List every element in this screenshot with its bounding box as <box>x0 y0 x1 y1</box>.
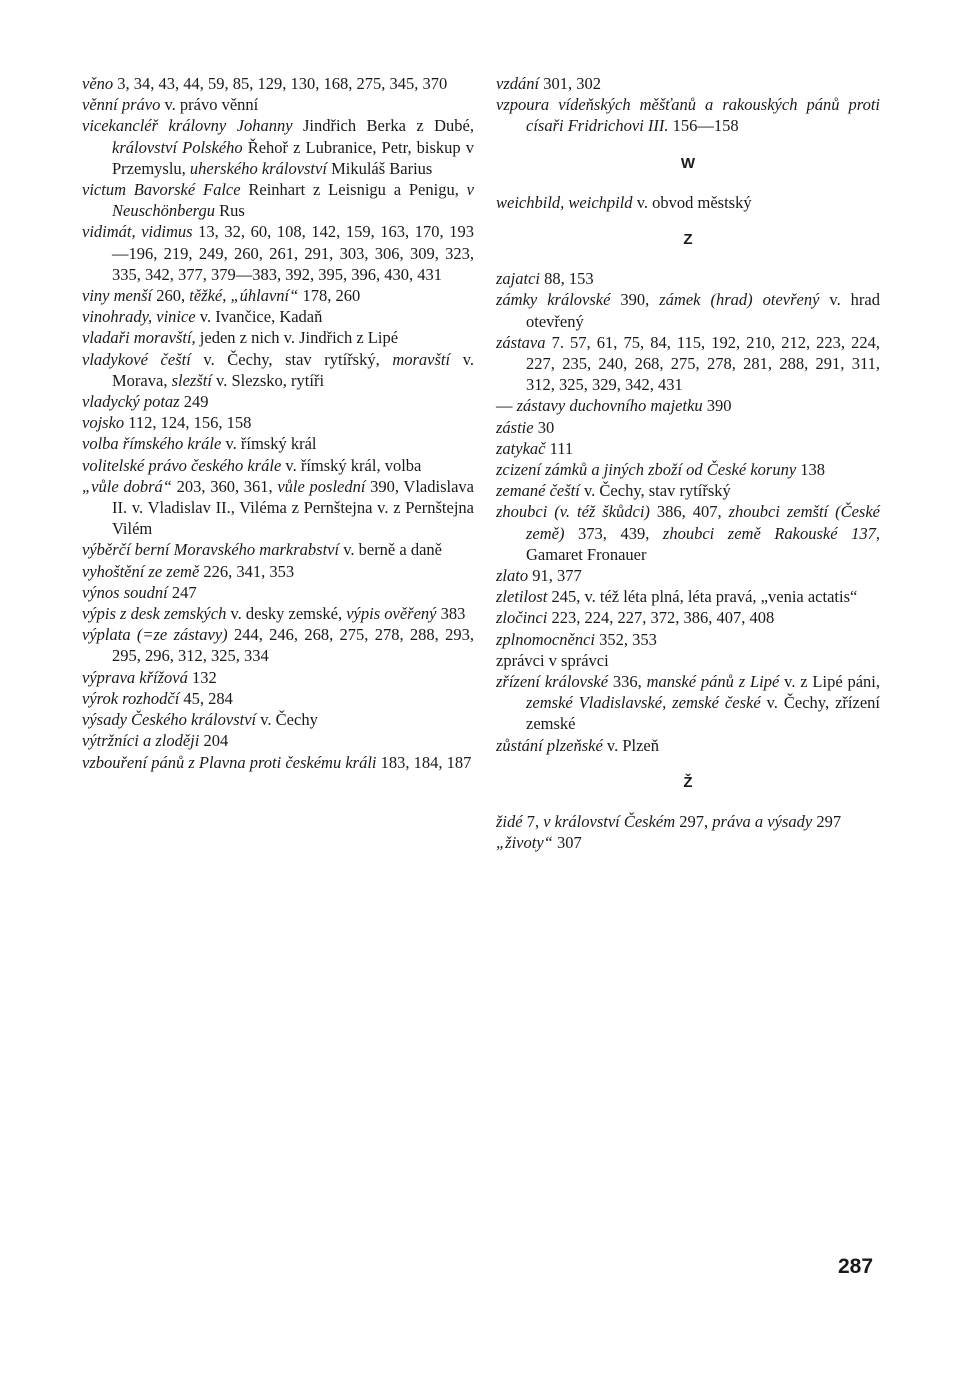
entry-text: 178, 260 <box>298 286 361 306</box>
entry-text: — <box>496 396 517 416</box>
entry-term: zřízení královské <box>496 672 609 692</box>
entry-term: věno <box>82 74 114 93</box>
entry-term: zůstání plzeňské <box>496 735 603 755</box>
index-entry <box>82 94 474 115</box>
entry-text: 204 <box>199 731 229 751</box>
entry-term: těžké, „úhlavní“ <box>189 286 299 306</box>
entry-term: zástava <box>496 332 546 352</box>
index-entry <box>496 395 880 416</box>
index-entry <box>496 459 880 480</box>
index-entry <box>496 671 880 735</box>
index-entry <box>496 332 880 396</box>
entry-term: weichbild, weichpild <box>496 192 633 212</box>
entry-term: výrok rozhodčí <box>82 688 180 708</box>
entry-text: 390, Vladislava II. v. Vladislav II., Viléma z Pernštejna v. z Pernštejna Vilém <box>112 476 474 539</box>
entry-text: 3, 34, 43, 44, 59, 85, 129, 130, 168, 275, 345, 370 <box>113 74 448 93</box>
entry-term: vzdání <box>496 74 540 93</box>
entry-term: vojsko <box>82 413 125 433</box>
entry-term: slezští <box>171 370 212 390</box>
entry-term: „vůle dobrá“ <box>82 476 172 496</box>
section-letter: Ž <box>683 773 693 791</box>
entry-text: 7, <box>522 812 544 832</box>
index-entry <box>496 565 880 586</box>
entry-text: 226, 341, 353 <box>199 561 295 581</box>
index-entry <box>82 561 474 582</box>
index-column-right <box>496 73 880 854</box>
entry-text: 111 <box>545 438 574 458</box>
entry-term: zplnomocněnci <box>496 629 595 649</box>
entry-text: 336, <box>608 672 647 692</box>
entry-text: 352, 353 <box>594 629 657 649</box>
entry-text: 386, 407, <box>649 502 729 522</box>
entry-text: v. z Lipé páni, <box>779 672 881 692</box>
index-entry <box>496 735 880 756</box>
entry-text: Gamaret Fronauer <box>526 544 647 564</box>
entry-text: 183, 184, 187 <box>376 752 472 772</box>
entry-term: zločinci <box>496 608 548 628</box>
entry-text: 91, 377 <box>528 566 582 586</box>
index-entry <box>496 832 880 853</box>
entry-term: království Polského <box>112 137 243 157</box>
entry-term: zhoubci země Rakouské 137, <box>662 523 880 543</box>
entry-term: volba římského krále <box>82 434 222 454</box>
entry-term: zámky královské <box>496 290 611 310</box>
entry-text: Jindřich Berka z Dubé, <box>292 116 475 136</box>
entry-text: 260, <box>152 286 190 306</box>
index-entry <box>82 179 474 221</box>
entry-term: vůle poslední <box>277 476 366 496</box>
entry-term: manské pánů z Lipé <box>646 672 780 692</box>
index-entry <box>82 285 474 306</box>
entry-text: v. římský král, volba <box>281 455 422 475</box>
entry-term: moravští <box>392 349 451 369</box>
index-entry <box>496 192 880 213</box>
entry-text: v. Ivančice, Kadaň <box>195 307 323 327</box>
entry-text: 7. 57, 61, 75, 84, 115, 192, 210, 212, 223, 224, 227, 235, 240, 268, 275, 278, 281, 288, 291, 311, 312, 325, 329, 342, 431 <box>526 332 880 395</box>
index-column-left <box>82 73 474 773</box>
entry-text: 383 <box>436 604 466 624</box>
entry-text: 30 <box>533 417 555 437</box>
entry-text: 307 <box>552 833 582 853</box>
index-entry <box>496 438 880 459</box>
entry-term: výprava křížová <box>82 667 188 687</box>
entry-text: 249 <box>179 392 209 412</box>
entry-term: vladaři moravští, <box>82 328 196 348</box>
page-number: 287 <box>838 1255 874 1278</box>
entry-text: v. obvod městský <box>632 192 752 212</box>
entry-term: věnní právo <box>82 95 161 115</box>
entry-term: práva a výsady <box>712 812 813 832</box>
index-entry <box>82 73 474 94</box>
entry-text: 390 <box>702 396 732 416</box>
index-entry <box>496 480 880 501</box>
entry-term: zcizení zámků a jiných zboží od České koruny <box>496 460 797 480</box>
entry-text: 88, 153 <box>540 269 594 289</box>
index-entry <box>82 327 474 348</box>
entry-text: 156—158 <box>668 116 739 136</box>
entry-text: v. římský král <box>221 434 317 454</box>
index-entry <box>496 94 880 136</box>
index-entry <box>496 268 880 289</box>
entry-term: vidimát, vidimus <box>82 222 193 242</box>
entry-text: 373, 439, <box>564 523 663 543</box>
entry-term: zlato <box>496 566 529 586</box>
entry-term: zemané čeští <box>496 481 580 501</box>
entry-term: výnos soudní <box>82 582 168 602</box>
index-entry <box>82 539 474 560</box>
entry-text: 245, v. též léta plná, léta pravá, „venia actatis“ <box>547 587 858 607</box>
index-entry <box>82 115 474 179</box>
entry-term: zástie <box>496 417 534 437</box>
index-entry <box>82 624 474 666</box>
index-entry <box>82 476 474 540</box>
index-entry <box>496 811 880 832</box>
index-entry <box>496 586 880 607</box>
index-entry <box>82 667 474 688</box>
entry-term: vinohrady, vinice <box>82 307 196 327</box>
entry-text: v. berně a daně <box>339 540 442 560</box>
index-entry <box>496 501 880 565</box>
index-entry <box>82 306 474 327</box>
entry-term: vicekancléř královny Johanny <box>82 116 293 136</box>
entry-term: viny menší <box>82 286 153 306</box>
entry-text: 247 <box>167 582 197 602</box>
index-entry <box>82 603 474 624</box>
entry-term: zatykač <box>496 438 546 458</box>
index-entry <box>82 582 474 603</box>
entry-text: Reinhart z Leisnigu a Penigu, <box>240 180 467 200</box>
entry-text: Rus <box>214 201 245 221</box>
entry-term: „životy“ <box>496 833 553 853</box>
entry-text: 390, <box>610 290 660 310</box>
entry-term: zletilost <box>496 587 548 607</box>
entry-text: Mikuláš Barius <box>326 158 433 178</box>
entry-text: 301, 302 <box>539 74 601 93</box>
index-entry <box>496 629 880 650</box>
entry-term: výplata (=ze zástavy) <box>82 625 228 645</box>
entry-term: vyhoštění ze země <box>82 561 200 581</box>
entry-text: 13, 32, 60, 108, 142, 159, 163, 170, 193—196, 219, 249, 260, 261, 291, 303, 306, 309, 323, 335, 342, 377, 379—383, 392, 395, 396, 430, 431 <box>112 222 475 284</box>
entry-text: v. Slezsko, rytíři <box>211 370 325 390</box>
entry-term: výtržníci a zloději <box>82 731 200 751</box>
entry-text: zprávci v správci <box>496 650 609 670</box>
index-entry <box>82 433 474 454</box>
entry-term: vzpoura vídeňských měšťanů a rakouských pánů proti císaři Fridrichovi III. <box>496 95 880 136</box>
index-entry <box>82 349 474 391</box>
entry-text: 297 <box>812 812 842 832</box>
entry-term: v Neuschönbergu <box>112 180 474 221</box>
index-entry <box>496 289 880 331</box>
entry-term: zámek (hrad) otevřený <box>659 290 820 310</box>
entry-text: v. hrad otevřený <box>526 290 880 331</box>
entry-text: 203, 360, 361, <box>171 476 278 496</box>
entry-term: zhoubci (v. též škůdci) <box>496 502 650 522</box>
entry-text: 112, 124, 156, 158 <box>124 413 252 433</box>
entry-term: židé <box>496 812 523 832</box>
index-entry <box>496 607 880 628</box>
entry-text: v. Plzeň <box>602 735 660 755</box>
entry-term: victum Bavorské Falce <box>82 180 241 200</box>
entry-term: výpis ověřený <box>346 604 437 624</box>
section-letter: W <box>680 154 696 172</box>
index-entry <box>496 417 880 438</box>
entry-term: vladycký potaz <box>82 392 180 412</box>
entry-text: jeden z nich v. Jindřich z Lipé <box>195 328 399 348</box>
entry-text: v. Čechy, stav rytířský, <box>190 349 393 369</box>
entry-text: 45, 284 <box>179 688 233 708</box>
entry-text: v. Čechy, stav rytířský <box>579 481 731 501</box>
entry-text: v. Čechy <box>256 710 318 730</box>
entry-text: 297, <box>675 812 713 832</box>
index-entry <box>82 412 474 433</box>
index-entry <box>82 730 474 751</box>
entry-term: výpis z desk zemských <box>82 604 227 624</box>
index-entry <box>82 709 474 730</box>
entry-term: zhoubci zemští (České země) <box>526 502 880 543</box>
entry-text: v. desky zemské, <box>226 604 347 624</box>
entry-term: vzbouření pánů z Plavna proti českému králi <box>82 752 377 772</box>
entry-term: v království Českém <box>543 812 676 832</box>
entry-text: v. právo věnní <box>160 95 259 115</box>
entry-term: uherského království <box>189 158 327 178</box>
index-entry <box>82 752 474 773</box>
entry-text: 138 <box>796 460 826 480</box>
entry-text: Řehoř z Lubranice, Petr, biskup v Przemyslu, <box>112 137 475 178</box>
index-entry <box>82 221 474 285</box>
section-letter: Z <box>683 231 693 249</box>
entry-text: 223, 224, 227, 372, 386, 407, 408 <box>547 608 775 628</box>
index-entry <box>496 650 880 671</box>
entry-text: v. Morava, <box>112 349 474 390</box>
entry-term: výsady Českého království <box>82 710 257 730</box>
entry-text: 132 <box>187 667 217 687</box>
entry-text: 244, 246, 268, 275, 278, 288, 293, 295, 296, 312, 325, 334 <box>112 625 475 666</box>
index-entry <box>82 455 474 476</box>
entry-term: zemské Vladislavské, zemské české <box>526 693 761 713</box>
entry-term: vladykové čeští <box>82 349 191 369</box>
index-entry <box>82 688 474 709</box>
index-entry <box>82 391 474 412</box>
index-entry <box>496 73 880 94</box>
entry-term: zástavy duchovního majetku <box>516 396 703 416</box>
entry-term: volitelské právo českého krále <box>82 455 282 475</box>
entry-text: v. Čechy, zřízení zemské <box>526 693 880 734</box>
entry-term: zajatci <box>496 269 540 289</box>
entry-term: výběrčí berní Moravského markrabství <box>82 540 340 560</box>
